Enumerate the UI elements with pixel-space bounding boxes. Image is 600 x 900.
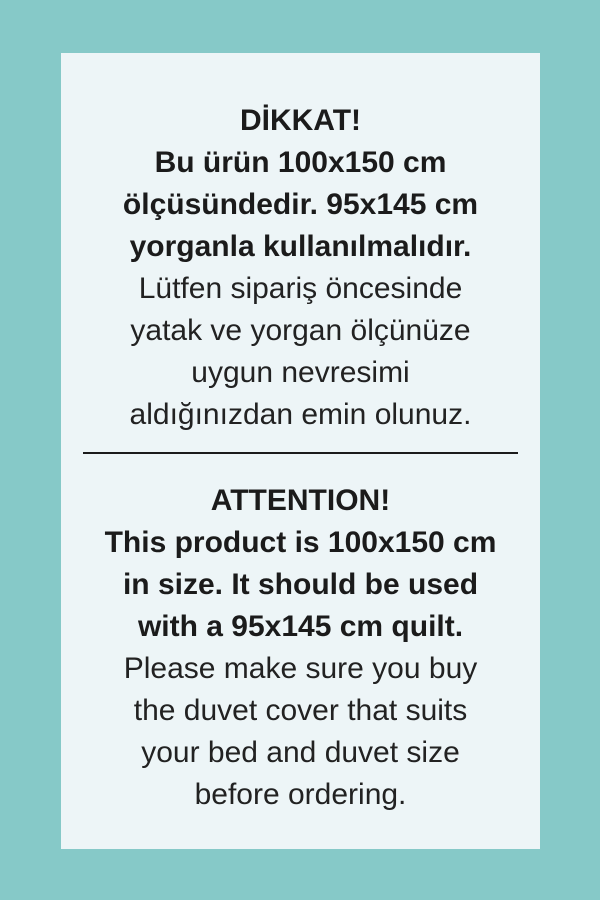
turkish-body-line: Lütfen sipariş öncesinde — [138, 272, 463, 305]
turkish-bold-line: ölçüsündedir. 95x145 cm — [122, 188, 479, 221]
english-notice-section — [61, 480, 540, 816]
english-body-line: Please make sure you buy — [123, 652, 478, 685]
turkish-heading: DİKKAT! — [239, 104, 362, 137]
english-heading: ATTENTION! — [210, 484, 391, 517]
turkish-body-line: uygun nevresimi — [191, 356, 410, 389]
english-body-line: your bed and duvet size — [141, 736, 460, 769]
turkish-bold-line: Bu ürün 100x150 cm — [154, 146, 447, 179]
section-divider — [83, 452, 518, 454]
turkish-bold-line: yorganla kullanılmalıdır. — [129, 230, 472, 263]
turkish-notice-section — [61, 100, 540, 436]
english-body-line: before ordering. — [194, 778, 407, 811]
turkish-body-line: yatak ve yorgan ölçünüze — [130, 314, 471, 347]
turkish-body-line: aldığınızdan emin olunuz. — [129, 398, 472, 431]
english-body-line: the duvet cover that suits — [133, 694, 468, 727]
english-bold-line: with a 95x145 cm quilt. — [137, 610, 464, 643]
english-bold-line: in size. It should be used — [122, 568, 479, 601]
english-bold-line: This product is 100x150 cm — [104, 526, 497, 559]
notice-card — [61, 53, 540, 849]
